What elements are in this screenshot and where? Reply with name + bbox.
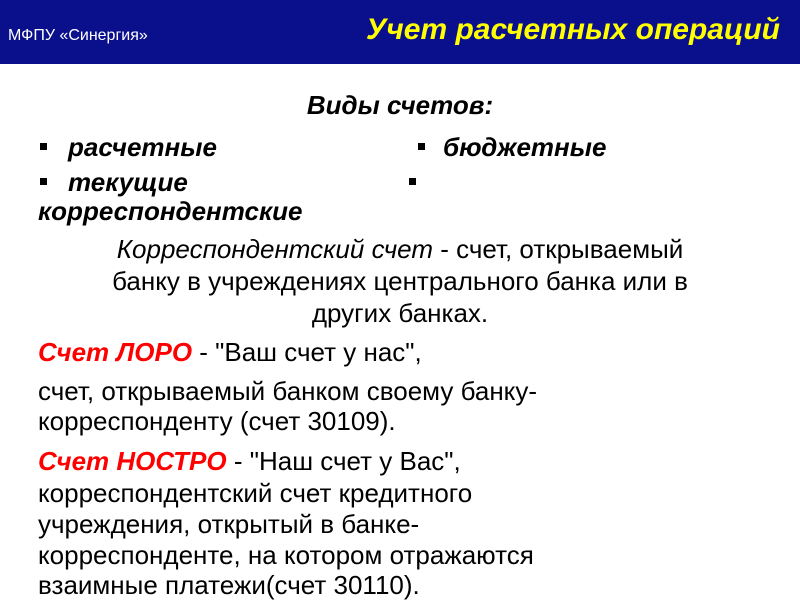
loro-quote: - "Ваш счет у нас", <box>192 337 422 367</box>
slide-title: Учет расчетных операций <box>365 13 780 46</box>
definition-line-2: банку в учреждениях центрального банка или в <box>112 266 688 296</box>
account-type-current: текущие <box>68 167 188 197</box>
nostro-term: Счет НОСТРО <box>38 446 227 476</box>
nostro-line-4: корреспонденте, на котором отражаются <box>38 540 534 570</box>
bullet-icon <box>40 178 47 185</box>
nostro-line-5: взаимные платежи(счет 30110). <box>38 570 420 600</box>
section-heading: Виды счетов: <box>306 90 494 120</box>
bullet-icon <box>418 143 425 150</box>
nostro-line-2: корреспондентский счет кредитного <box>38 478 473 508</box>
account-type-budget: бюджетные <box>443 132 607 162</box>
nostro-line-3: учреждения, открытый в банке- <box>38 509 420 539</box>
definition-line-1 <box>0 234 800 264</box>
definition-line-3: других банках. <box>311 298 489 328</box>
loro-line-1 <box>38 337 422 367</box>
org-name: МФПУ «Синергия» <box>8 27 148 44</box>
loro-line-2: счет, открываемый банком своему банку- <box>38 376 538 406</box>
bullet-icon <box>40 143 47 150</box>
nostro-line-1 <box>38 446 461 476</box>
definition-rest: - счет, открываемый <box>433 234 684 264</box>
loro-line-3: корреспонденту (счет 30109). <box>38 406 396 436</box>
loro-term: Счет ЛОРО <box>38 337 193 367</box>
account-type-settlement: расчетные <box>68 132 217 162</box>
definition-term: Корреспондентский счет <box>116 234 433 264</box>
bullet-icon <box>409 178 416 185</box>
nostro-quote: - "Наш счет у Вас", <box>226 446 461 476</box>
account-type-correspondent: корреспондентские <box>38 196 303 226</box>
